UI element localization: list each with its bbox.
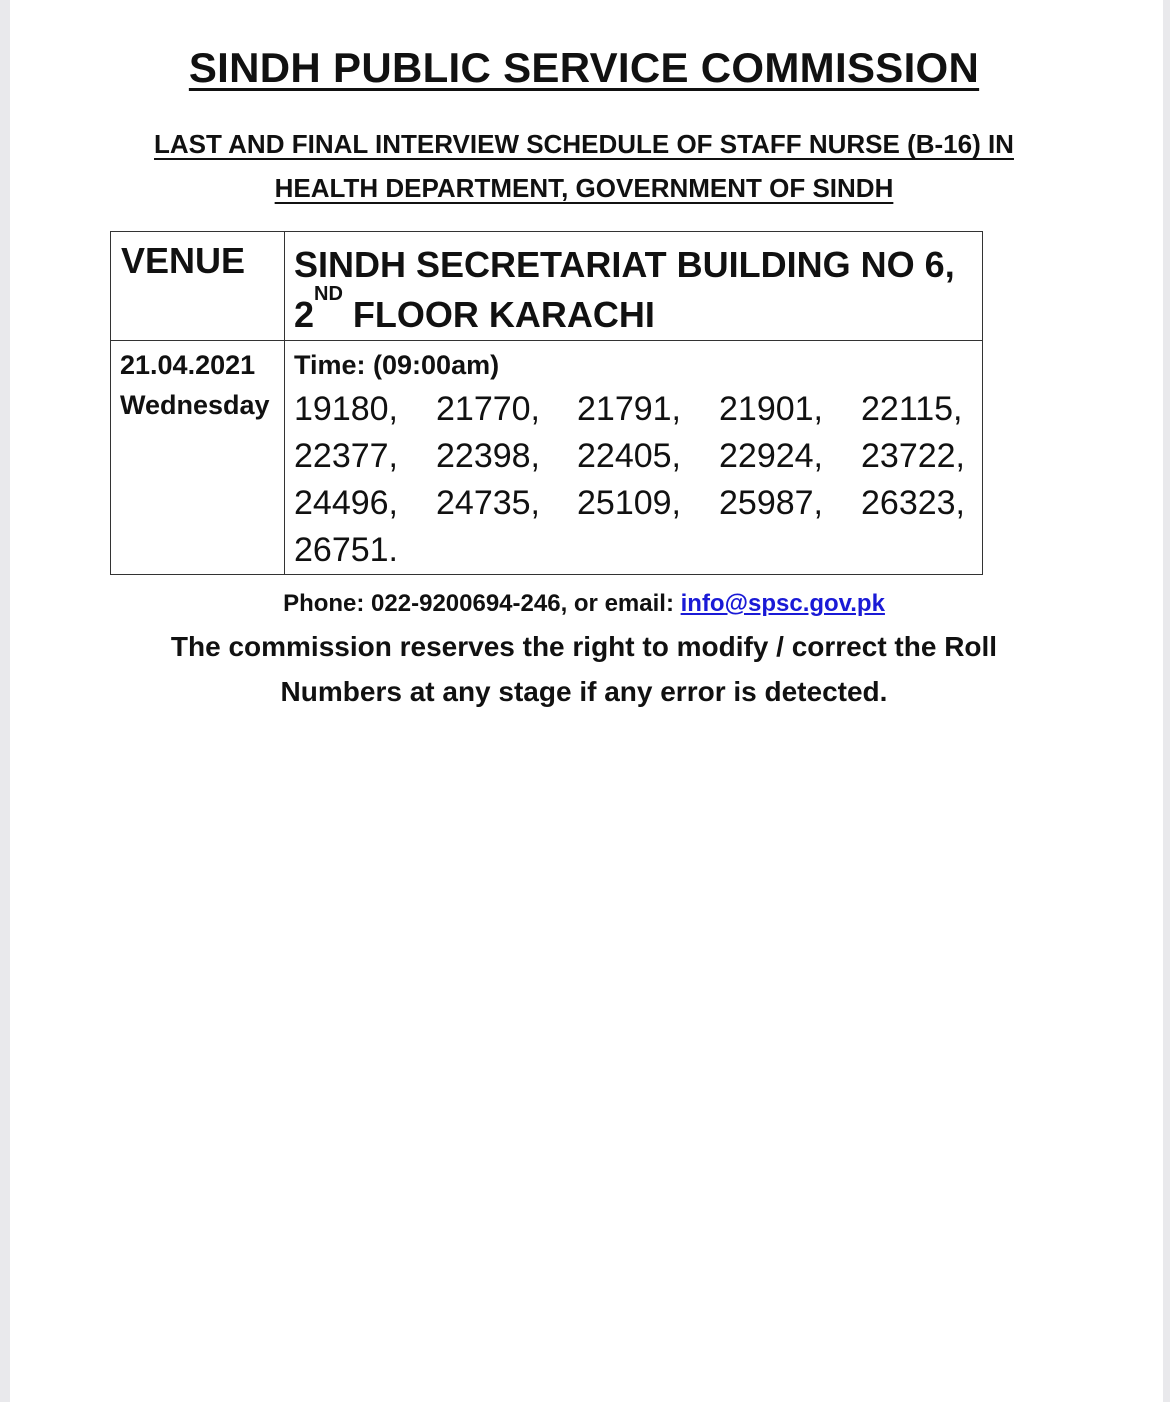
- roll-number: 22398,: [436, 437, 540, 475]
- roll-number: 22377,: [294, 437, 398, 475]
- roll-number: 22405,: [577, 437, 681, 475]
- roll-number: 24735,: [436, 484, 540, 522]
- venue-value: [285, 232, 983, 341]
- venue-line-1: SINDH SECRETARIAT BUILDING NO 6,: [294, 244, 955, 285]
- document-page: [10, 0, 1163, 1402]
- roll-number: 22924,: [719, 437, 823, 475]
- roll-number: 23722,: [861, 437, 965, 475]
- venue-floor-suffix: ND: [314, 283, 343, 305]
- roll-number: 25987,: [719, 484, 823, 522]
- subtitle-line-2: HEALTH DEPARTMENT, GOVERNMENT OF SINDH: [274, 173, 894, 203]
- roll-number: 26323,: [861, 484, 965, 522]
- email-link[interactable]: info@spsc.gov.pk: [680, 590, 885, 617]
- venue-line-2: [294, 283, 982, 340]
- schedule-row: [111, 341, 983, 575]
- venue-row: [111, 232, 983, 341]
- contact-line: [10, 590, 1158, 618]
- venue-label: VENUE: [111, 232, 285, 341]
- roll-number: 25109,: [577, 484, 681, 522]
- roll-number: 22115,: [861, 390, 963, 428]
- interview-date: 21.04.2021: [120, 350, 256, 380]
- venue-floor-number: 2: [294, 294, 315, 335]
- date-cell: [111, 341, 285, 575]
- roll-numbers-cell: [285, 341, 983, 575]
- schedule-table: [110, 231, 983, 575]
- roll-number: 21791,: [577, 390, 681, 428]
- interview-day: Wednesday: [120, 390, 270, 420]
- disclaimer-line-1: The commission reserves the right to modify / correct the Roll: [170, 631, 998, 662]
- venue-floor-text: FLOOR KARACHI: [342, 294, 655, 335]
- interview-time: Time: (09:00am): [294, 350, 500, 380]
- roll-number: 21770,: [436, 390, 540, 428]
- subtitle-line-1: LAST AND FINAL INTERVIEW SCHEDULE OF STAFF NURSE (B-16) IN: [154, 129, 1014, 159]
- roll-number: 24496,: [294, 484, 398, 522]
- document-title: SINDH PUBLIC SERVICE COMMISSION: [188, 44, 980, 91]
- disclaimer-line-2: Numbers at any stage if any error is detected.: [280, 676, 888, 707]
- roll-number: 19180,: [294, 390, 398, 428]
- roll-number: 26751.: [294, 531, 398, 569]
- phone-text: Phone: 022-9200694-246, or email:: [283, 590, 681, 617]
- roll-number-list: [294, 386, 982, 574]
- roll-number: 21901,: [719, 390, 823, 428]
